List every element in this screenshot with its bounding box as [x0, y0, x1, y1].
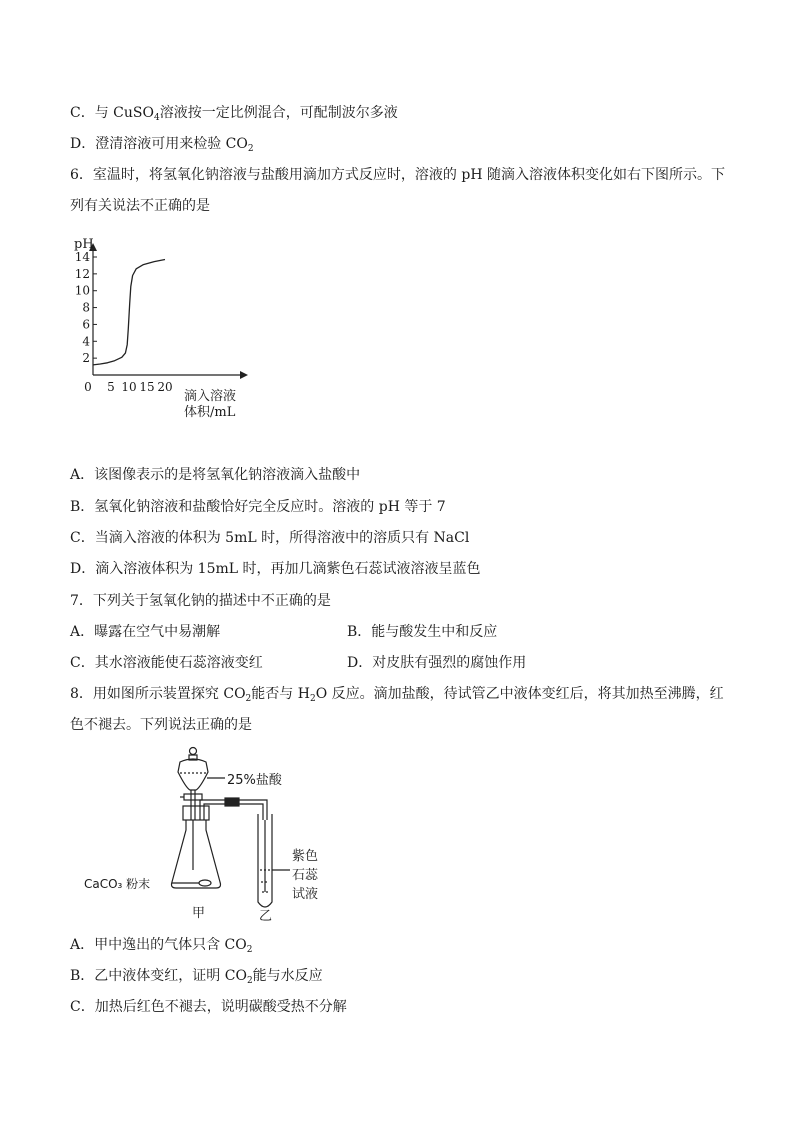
q6-option-a: A．该图像表示的是将氢氧化钠溶液滴入盐酸中 — [70, 467, 361, 483]
chart-axes — [89, 243, 248, 379]
q8-option-b — [70, 966, 323, 986]
q8-option-c: C．加热后红色不褪去，说明碳酸受热不分解 — [70, 999, 347, 1015]
option-text: D．澄清溶液可用来检验 CO — [70, 136, 248, 152]
label-powder: CaCO₃ 粉末 — [84, 877, 151, 891]
subscript: 4 — [153, 113, 160, 123]
option-text: 溶液按一定比例混合，可配制波尔多液 — [159, 105, 398, 121]
q6-stem-line1: 6．室温时，将氢氧化钠溶液与盐酸用滴加方式反应时，溶液的 pH 随滴入溶液体积变化如右下图所示。下 — [70, 167, 725, 183]
chart-series — [93, 260, 165, 365]
q7-option-d: D．对皮肤有强烈的腐蚀作用 — [347, 655, 527, 671]
x-axis-label-line2: 体积/mL — [184, 405, 236, 420]
separatory-funnel — [178, 759, 208, 790]
q8-stem-line2: 色不褪去。下列说法正确的是 — [70, 717, 252, 733]
subscript: 2 — [246, 976, 253, 986]
x-tick-label: 20 — [157, 380, 173, 394]
stem-text: 能否与 H — [251, 686, 310, 702]
q6-stem-line2: 列有关说法不正确的是 — [70, 198, 210, 214]
option-text: A．甲中逸出的气体只含 CO — [70, 937, 247, 953]
label-yi: 乙 — [259, 909, 273, 924]
q6-option-b: B．氢氧化钠溶液和盐酸恰好完全反应时。溶液的 pH 等于 7 — [70, 499, 446, 515]
y-tick-label: 2 — [82, 351, 90, 366]
label-jia: 甲 — [192, 906, 206, 921]
label-litmus-1: 紫色 — [292, 849, 319, 864]
q6-option-d: D．滴入溶液体积为 15mL 时，再加几滴紫色石蕊试液溶液呈蓝色 — [70, 561, 481, 577]
subscript: 2 — [246, 945, 253, 955]
stem-text: O 反应。滴加盐酸，待试管乙中液体变红后，将其加热至沸腾，红 — [315, 686, 724, 702]
y-tick-label: 12 — [74, 266, 90, 281]
q7-option-c: C．其水溶液能使石蕊溶液变红 — [70, 655, 263, 671]
option-c-prev — [70, 103, 398, 123]
label-acid: 25%盐酸 — [227, 773, 282, 788]
apparatus-diagram — [80, 742, 360, 927]
y-tick-label: 4 — [82, 334, 90, 349]
x-tick-label: 15 — [139, 380, 155, 394]
q8-option-a — [70, 935, 252, 955]
q7-stem: 7．下列关于氢氧化钠的描述中不正确的是 — [70, 593, 331, 609]
stopcock — [184, 794, 202, 800]
tube-connector — [225, 798, 239, 806]
conical-flask — [172, 820, 221, 888]
caco3-powder — [199, 880, 211, 886]
label-litmus-3: 试液 — [292, 887, 319, 902]
y-tick-label: 8 — [82, 300, 90, 315]
option-text: C．与 CuSO — [70, 105, 154, 121]
x-tick-label: 10 — [121, 380, 137, 394]
subscript: 2 — [245, 694, 252, 704]
ph-chart — [60, 222, 260, 422]
x-tick-label: 0 — [84, 380, 92, 394]
y-axis-label: pH — [74, 237, 94, 252]
subscript: 2 — [309, 694, 316, 704]
option-text: 能与水反应 — [252, 968, 323, 984]
q8-stem-line1 — [70, 684, 724, 704]
subscript: 2 — [247, 144, 254, 154]
q7-option-b: B．能与酸发生中和反应 — [347, 624, 498, 640]
option-d-prev — [70, 134, 254, 154]
option-text: B．乙中液体变红，证明 CO — [70, 968, 247, 984]
x-axis-label-line1: 滴入溶液 — [184, 389, 237, 404]
rubber-stopper — [183, 806, 209, 820]
y-tick-label: 10 — [74, 283, 90, 298]
chart-ticks — [75, 250, 173, 394]
y-tick-label: 14 — [74, 250, 90, 264]
q6-option-c: C．当滴入溶液的体积为 5mL 时，所得溶液中的溶质只有 NaCl — [70, 530, 470, 546]
q7-option-a: A．曝露在空气中易潮解 — [70, 624, 221, 640]
ph-curve — [93, 260, 165, 365]
x-tick-label: 5 — [107, 380, 115, 394]
funnel-stopper — [190, 748, 197, 755]
x-axis-arrow — [240, 371, 248, 379]
stem-text: 8．用如图所示装置探究 CO — [70, 686, 246, 702]
label-litmus-2: 石蕊 — [292, 868, 319, 883]
y-tick-label: 6 — [82, 317, 90, 332]
